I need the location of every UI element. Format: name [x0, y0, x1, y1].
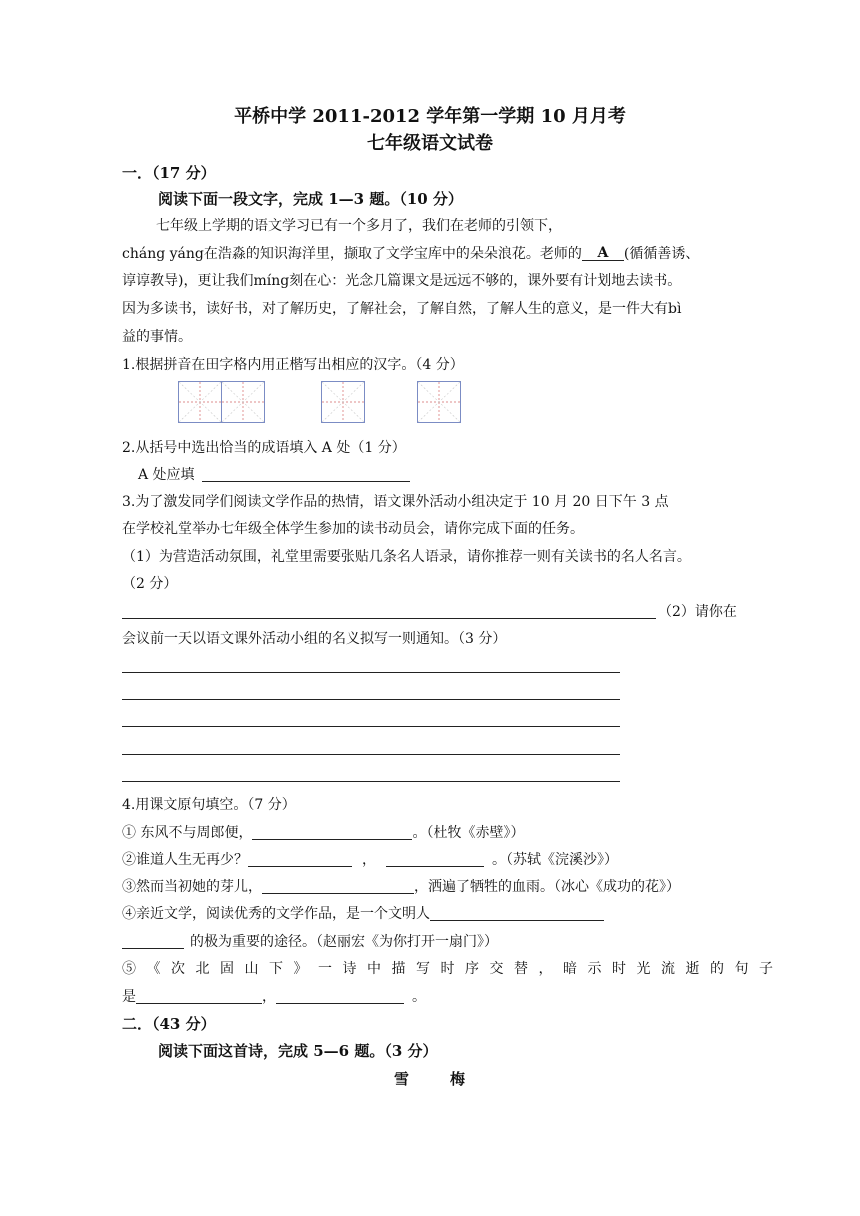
- exam-title-line2: 七年级语文试卷: [367, 133, 493, 154]
- notice-line-1[interactable]: [122, 672, 620, 673]
- pinyin-bi: bì: [668, 301, 682, 317]
- passage-line3-head: 谆谆教导)，更让我们: [122, 273, 254, 289]
- q4-item-1-tail: 。（杜牧《赤壁》）: [412, 825, 525, 841]
- q4-item-2-mid: ，: [362, 852, 376, 868]
- question-3-sub1: （1）为营造活动氛围，礼堂里需要张贴几条名人语录，请你推荐一则有关读书的名人名言。: [122, 549, 691, 565]
- q4-item-4: [122, 906, 604, 921]
- q4-item-4-tail: 的极为重要的途径。（赵丽宏《为你打开一扇门》）: [190, 934, 498, 950]
- q2-fill-label: A 处应填: [138, 467, 195, 483]
- q4-item-2: [122, 852, 618, 867]
- passage-line2-tail: (循循善诱、: [623, 246, 700, 262]
- tianzige-guides: [418, 382, 460, 422]
- question-3-sub1-score: （2 分）: [122, 576, 178, 592]
- q4-item-3: [122, 879, 680, 894]
- passage-line3-text: 刻在心：光念几篇课文是远远不够的，课外要有计划地去读书。: [289, 273, 682, 289]
- q4-item-4-head: ④亲近文学，阅读优秀的文学作品，是一个文明人: [122, 906, 430, 922]
- q4-item-2-blank-2[interactable]: [386, 852, 484, 867]
- q4-item-1-head: ① 东风不与周郎便，: [122, 825, 253, 841]
- passage-line5: 益的事情。: [122, 329, 192, 345]
- q4-item-4-blank-1[interactable]: [430, 906, 604, 921]
- q4-item-5-line2-head: 是: [122, 989, 136, 1005]
- passage-line2-text: 在浩淼的知识海洋里，撷取了文学宝库中的朵朵浪花。老师的: [203, 246, 582, 262]
- passage-line3: [122, 274, 681, 288]
- tianzige-guides: [222, 382, 264, 422]
- notice-line-5[interactable]: [122, 781, 620, 782]
- question-3-line2: 在学校礼堂举办七年级全体学生参加的读书动员会，请你完成下面的任务。: [122, 521, 584, 537]
- q4-item-5-blank-2[interactable]: [276, 989, 404, 1004]
- tianzige-guides: [179, 382, 221, 422]
- exam-title-line1: 平桥中学 2011-2012 学年第一学期 10 月月考: [234, 106, 626, 127]
- tianzige-cell-4[interactable]: [417, 381, 461, 423]
- poem-title-char-1: 雪: [394, 1070, 410, 1088]
- q4-item-3-blank[interactable]: [262, 879, 414, 894]
- pinyin-changyang: cháng yáng: [122, 246, 204, 262]
- notice-line-3[interactable]: [122, 726, 620, 727]
- q4-item-2-tail: 。（苏轼《浣溪沙》）: [492, 852, 618, 868]
- passage-line1: 七年级上学期的语文学习已有一个多月了，我们在老师的引领下，: [156, 218, 562, 234]
- question-4: 4.用课文原句填空。（7 分）: [122, 797, 296, 813]
- section1-heading: 一．（17 分）: [122, 164, 216, 182]
- passage-line2: [122, 246, 699, 261]
- tianzige-cell-3[interactable]: [321, 381, 365, 423]
- section2-heading: 二．（43 分）: [122, 1015, 216, 1033]
- q4-item-2-blank-1[interactable]: [248, 852, 352, 867]
- question-3-sub2-tail: 会议前一天以语文课外活动小组的名义拟写一则通知。（3 分）: [122, 631, 507, 647]
- passage-line4-text: 因为多读书，读好书，对了解历史，了解社会，了解自然，了解人生的意义，是一件大有: [122, 301, 668, 317]
- q4-item-5-blank-1[interactable]: [136, 989, 262, 1004]
- q4-item-3-head: ③然而当初她的芽儿，: [122, 879, 262, 895]
- passage-line4: [122, 302, 681, 316]
- q4-item-1: [122, 825, 524, 840]
- tianzige-cell-2[interactable]: [221, 381, 265, 423]
- question-2: 2.从括号中选出恰当的成语填入 A 处（1 分）: [122, 440, 406, 456]
- q4-item-3-tail: ，洒遍了牺牲的血雨。（冰心《成功的花》）: [414, 879, 680, 895]
- q3-sub1-answer-line[interactable]: [122, 618, 656, 619]
- poem-title-char-2: 梅: [450, 1070, 466, 1088]
- notice-line-4[interactable]: [122, 754, 620, 755]
- blank-a[interactable]: A: [582, 246, 624, 261]
- q4-item-5: ⑤《次北固山下》一诗中描写时序交替，暗示时光流逝的句子: [122, 961, 784, 977]
- tianzige-guides: [322, 382, 364, 422]
- question-3-line1: 3.为了激发同学们阅读文学作品的热情，语文课外活动小组决定于 10 月 20 日下午 3 点: [122, 494, 669, 510]
- q4-item-4-line2: [122, 934, 498, 949]
- section1-instruction: 阅读下面一段文字，完成 1—3 题。（10 分）: [158, 190, 463, 208]
- q4-item-5-mid: ，: [262, 989, 276, 1005]
- q4-item-5-tail: 。: [412, 989, 426, 1005]
- q2-answer-line[interactable]: [202, 481, 410, 482]
- pinyin-ming: míng: [253, 273, 290, 289]
- section2-instruction: 阅读下面这首诗，完成 5—6 题。（3 分）: [158, 1042, 438, 1060]
- question-1: 1.根据拼音在田字格内用正楷写出相应的汉字。（4 分）: [122, 357, 464, 373]
- q4-item-5-line2: [122, 989, 426, 1004]
- q4-item-1-blank[interactable]: [252, 825, 412, 840]
- q4-item-2-head: ②谁道人生无再少？: [122, 852, 248, 868]
- notice-line-2[interactable]: [122, 699, 620, 700]
- q4-item-4-blank-2[interactable]: [122, 934, 184, 949]
- tianzige-cell-1[interactable]: [178, 381, 222, 423]
- question-3-sub2-head: （2）请你在: [658, 604, 737, 620]
